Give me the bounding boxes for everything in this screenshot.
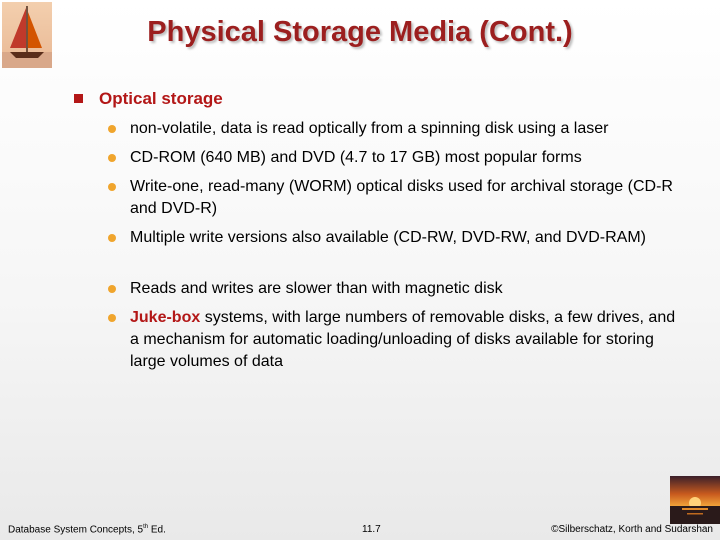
topic-label: Optical storage xyxy=(99,89,223,108)
list-item xyxy=(108,227,678,249)
bullet-dot-icon xyxy=(108,125,116,133)
bullet-dot-icon xyxy=(108,314,116,322)
footer-page-number: 11.7 xyxy=(362,524,381,535)
square-bullet-icon xyxy=(74,94,83,103)
list-item-text xyxy=(130,307,678,373)
bullet-dot-icon xyxy=(108,183,116,191)
jukebox-highlight: Juke-box xyxy=(130,309,201,326)
list-item xyxy=(108,176,678,220)
list-item-jukebox xyxy=(108,307,678,373)
topic-heading xyxy=(75,89,223,109)
list-item-text: non-volatile, data is read optically from a spinning disk using a laser xyxy=(130,120,609,137)
list-item xyxy=(108,278,678,300)
list-item-text: Write-one, read-many (WORM) optical disks used for archival storage (CD-R and DVD-R) xyxy=(130,178,673,217)
list-item-text: Multiple write versions also available (CD-RW, DVD-RW, and DVD-RAM) xyxy=(130,229,646,246)
list-item xyxy=(108,147,678,169)
slide-title: Physical Storage Media (Cont.) xyxy=(147,16,573,48)
list-item-text: CD-ROM (640 MB) and DVD (4.7 to 17 GB) most popular forms xyxy=(130,149,582,166)
jukebox-description: systems, with large numbers of removable disks, a few drives, and a mechanism for automatic loading/unloading of disks available for storing large volumes of data xyxy=(130,309,676,370)
footer-copyright: ©Silberschatz, Korth and Sudarshan xyxy=(551,524,713,535)
list-item xyxy=(108,118,678,140)
bullet-dot-icon xyxy=(108,234,116,242)
list-item-text: Reads and writes are slower than with magnetic disk xyxy=(130,280,503,297)
footer-book-title: Database System Concepts, 5th Ed. xyxy=(8,524,166,536)
bullet-dot-icon xyxy=(108,285,116,293)
sunset-icon xyxy=(670,476,720,524)
bullet-dot-icon xyxy=(108,154,116,162)
